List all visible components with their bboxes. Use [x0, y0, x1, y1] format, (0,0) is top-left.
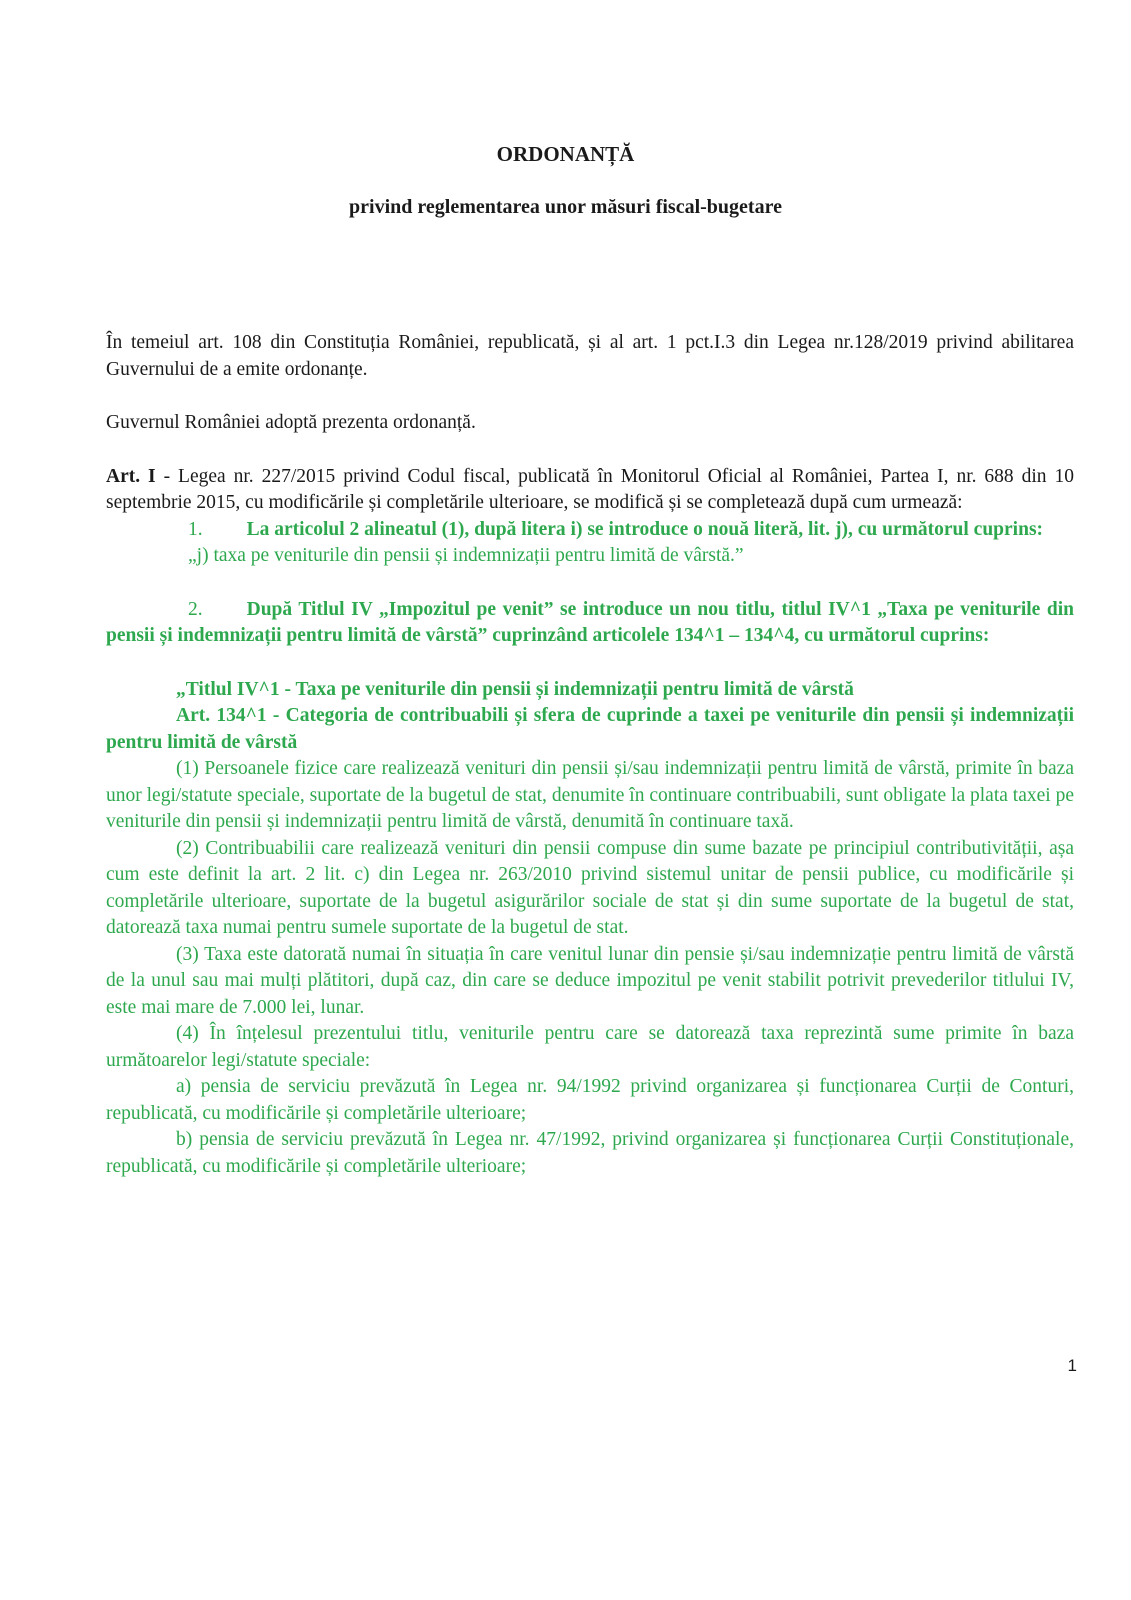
point-1-number: 1.	[188, 518, 203, 540]
document-title: ORDONANȚĂ	[496, 142, 635, 166]
article-i-paragraph	[106, 464, 1074, 517]
article-134-1-paragraph-1: (1) Persoanele fizice care realizează venituri din pensii și/sau indemnizații pentru limită de vârstă, primite în baza unor legi/statute speciale, suportate de la bugetul de stat, denumite în continuare contribuabili, sunt obligate la plata taxei pe veniturile din pensii și indemnizații pentru limită de vârstă, denumită în continuare taxă.	[106, 758, 1074, 832]
article-i-label: Art. I	[106, 465, 156, 487]
title-iv1-heading: „Titlul IV^1 - Taxa pe veniturile din pensii și indemnizații pentru limită de vârstă	[176, 678, 854, 700]
article-134-1-paragraph-2: (2) Contribuabilii care realizează venituri din pensii compuse din sume bazate pe principiul contributivității, așa cum este definit la art. 2 lit. c) din Legea nr. 263/2010 privind sistemul unitar de pensii publice, cu modificările și completările ulterioare, suportate de la bugetul asigurărilor sociale de stat și din sume suportate de la bugetul de stat, datorează taxa numai pentru sumele suportate de la bugetul de stat.	[106, 837, 1074, 938]
adoption-paragraph: Guvernul României adoptă prezenta ordonanță.	[106, 412, 476, 433]
article-i-text: - Legea nr. 227/2015 privind Codul fiscal, publicată în Monitorul Oficial al României, Partea I, nr. 688 din 10 septembrie 2015, cu modificările și completările ulterioare, se modifică și se completează după cum urmează:	[106, 465, 1074, 513]
document-body	[106, 330, 1074, 1180]
point-1-heading	[106, 517, 1074, 544]
point-1-heading-text: La articolul 2 alineatul (1), după litera i) se introduce o nouă literă, lit. j), cu următorul cuprins:	[246, 518, 1044, 540]
list-item-a: a) pensia de serviciu prevăzută în Legea nr. 94/1992 privind organizarea și funcționarea Curții de Conturi, republicată, cu modificările și completările ulterioare;	[106, 1076, 1074, 1124]
preamble-paragraph: În temeiul art. 108 din Constituția României, republicată, și al art. 1 pct.I.3 din Legea nr.128/2019 privind abilitarea Guvernului de a emite ordonanțe.	[106, 332, 1074, 380]
article-134-1-heading: Art. 134^1 - Categoria de contribuabili și sfera de cuprinde a taxei pe veniturile din pensii și indemnizații pentru limită de vârstă	[106, 705, 1074, 753]
point-2-number: 2.	[188, 598, 203, 620]
article-134-1-paragraph-3: (3) Taxa este datorată numai în situația în care venitul lunar din pensie și/sau indemnizație pentru limită de vârstă de la unul sau mai mulți plătitori, după caz, din care se deduce impozitul pe venit stabilit potrivit prevederilor titlului IV, este mai mare de 7.000 lei, lunar.	[106, 943, 1074, 1018]
page-number: 1	[1067, 1356, 1077, 1375]
list-item-b: b) pensia de serviciu prevăzută în Legea nr. 47/1992, privind organizarea și funcționarea Curții Constituționale, republicată, cu modificările și completările ulterioare;	[106, 1129, 1074, 1177]
document-subtitle: privind reglementarea unor măsuri fiscal-bugetare	[349, 196, 782, 218]
point-2-heading-text: După Titlul IV „Impozitul pe venit” se introduce un nou titlu, titlul IV^1 „Taxa pe veniturile din pensii și indemnizații pentru limită de vârstă” cuprinzând articolele 134^1 – 134^4, cu următorul cuprins:	[106, 598, 1074, 646]
point-2-heading	[106, 597, 1074, 650]
point-1-quote: „j) taxa pe veniturile din pensii și indemnizații pentru limită de vârstă.”	[188, 545, 744, 566]
article-134-1-paragraph-4: (4) În înțelesul prezentului titlu, veniturile pentru care se datorează taxa reprezintă sume primite în baza următoarelor legi/statute speciale:	[106, 1023, 1074, 1071]
